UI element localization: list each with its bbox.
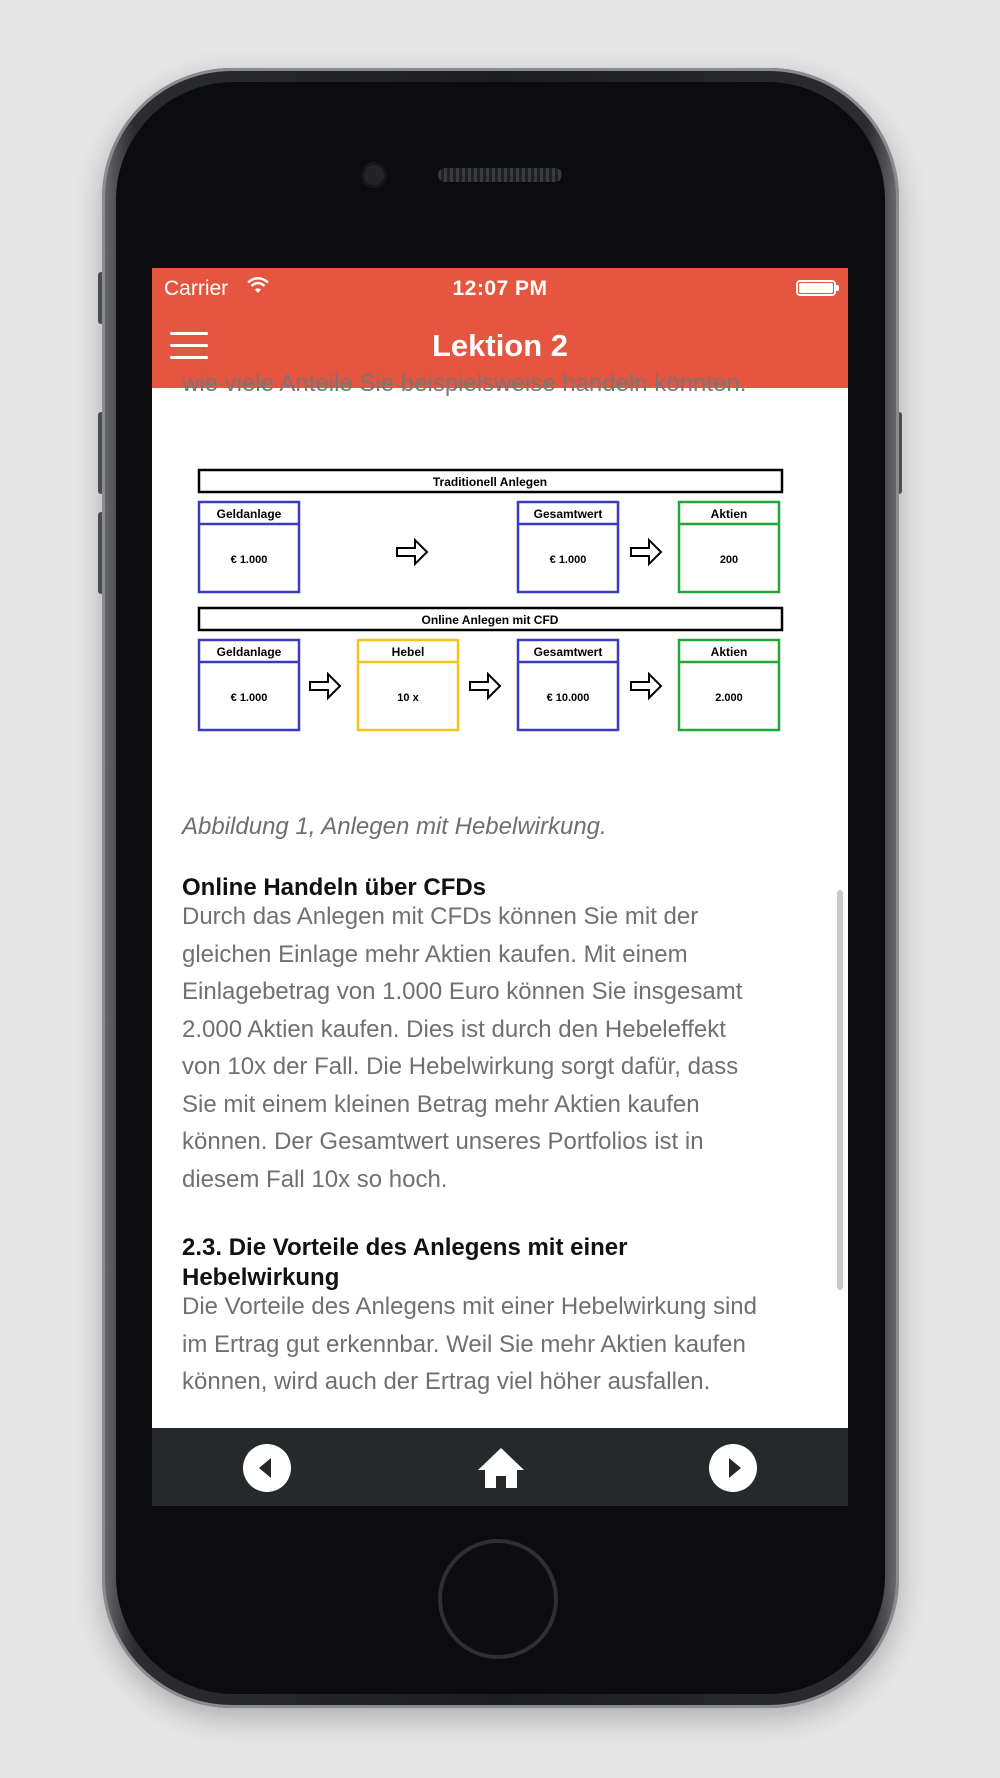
online-box-aktien (679, 640, 779, 730)
status-time: 12:07 PM (452, 277, 548, 300)
paragraph-line: diesem Fall 10x so hoch. (182, 1165, 448, 1193)
online-header: Online Anlegen mit CFD (421, 613, 559, 627)
paragraph-line: können, wird auch der Ertrag viel höher ausfallen. (182, 1368, 711, 1395)
heading-line: Hebelwirkung (182, 1264, 340, 1291)
online-box-gesamtwert (518, 640, 618, 730)
arrow-icon (310, 674, 340, 698)
battery-icon (796, 280, 836, 296)
arrow-icon (397, 540, 427, 564)
leverage-diagram-svg (197, 468, 807, 758)
svg-text:€ 1.000: € 1.000 (230, 554, 268, 566)
traditional-box-gesamtwert (518, 502, 618, 592)
svg-text:€ 1.000: € 1.000 (549, 554, 587, 566)
section-paragraph-vorteile (182, 1288, 822, 1401)
paragraph-line: Sie mit einem kleinen Betrag mehr Aktien kaufen (182, 1090, 700, 1118)
clipped-text-line: wie viele Anteile Sie beispielsweise handeln könnten. (182, 370, 747, 397)
svg-text:Geldanlage: Geldanlage (216, 645, 282, 659)
paragraph-line: von 10x der Fall. Die Hebelwirkung sorgt dafür, dass (182, 1053, 739, 1080)
paragraph-line: Einlagebetrag von 1.000 Euro können Sie insgesamt (182, 978, 743, 1005)
paragraph-line: können. Der Gesamtwert unseres Portfolios ist in (182, 1128, 704, 1155)
home-hardware-button[interactable] (438, 1539, 558, 1659)
forward-arrow-icon[interactable] (709, 1444, 757, 1492)
online-box-hebel (358, 640, 458, 730)
arrow-icon (631, 674, 661, 698)
status-bar (152, 268, 848, 308)
back-arrow-icon[interactable] (243, 1444, 291, 1492)
traditional-box-geldanlage (199, 502, 299, 592)
svg-text:Hebel: Hebel (391, 645, 425, 659)
arrow-icon (470, 674, 500, 698)
svg-text:Gesamtwert: Gesamtwert (533, 645, 603, 659)
front-camera (361, 162, 387, 188)
figure-caption: Abbildung 1, Anlegen mit Hebelwirkung. (182, 813, 607, 840)
lesson-content[interactable] (152, 370, 848, 1428)
section-paragraph-cfds (182, 898, 822, 1198)
carrier-label: Carrier (164, 277, 229, 300)
paragraph-line: 2.000 Aktien kaufen. Dies ist durch den Hebeleffekt (182, 1015, 726, 1043)
heading-line: 2.3. Die Vorteile des Anlegens mit einer (182, 1234, 628, 1261)
svg-text:10 x: 10 x (397, 692, 419, 704)
svg-text:€ 1.000: € 1.000 (230, 692, 268, 704)
traditional-header: Traditionell Anlegen (432, 475, 548, 489)
paragraph-line: Die Vorteile des Anlegens mit einer Hebelwirkung sind (182, 1293, 757, 1320)
svg-text:2.000: 2.000 (715, 692, 743, 704)
bottom-tab-bar (152, 1428, 848, 1506)
scrollbar[interactable] (837, 890, 843, 1290)
section-heading-cfds: Online Handeln über CFDs (182, 874, 487, 901)
svg-text:Geldanlage: Geldanlage (216, 507, 282, 521)
section-heading-vorteile (182, 1233, 628, 1293)
arrow-icon (631, 540, 661, 564)
paragraph-line: im Ertrag gut erkennbar. Weil Sie mehr Aktien kaufen (182, 1330, 746, 1358)
svg-text:Aktien: Aktien (710, 507, 748, 521)
online-box-geldanlage (199, 640, 299, 730)
svg-text:Aktien: Aktien (710, 645, 748, 659)
app-screen (152, 268, 848, 1506)
page-title: Lektion 2 (431, 328, 569, 363)
earpiece-speaker (438, 168, 562, 182)
traditional-box-aktien (679, 502, 779, 592)
home-icon[interactable] (476, 1444, 526, 1492)
svg-text:Gesamtwert: Gesamtwert (533, 507, 603, 521)
svg-text:200: 200 (719, 554, 739, 566)
paragraph-line: Durch das Anlegen mit CFDs können Sie mit der (182, 903, 699, 930)
paragraph-line: gleichen Einlage mehr Aktien kaufen. Mit einem (182, 940, 688, 968)
leverage-diagram (197, 468, 807, 758)
svg-text:€ 10.000: € 10.000 (546, 692, 590, 704)
